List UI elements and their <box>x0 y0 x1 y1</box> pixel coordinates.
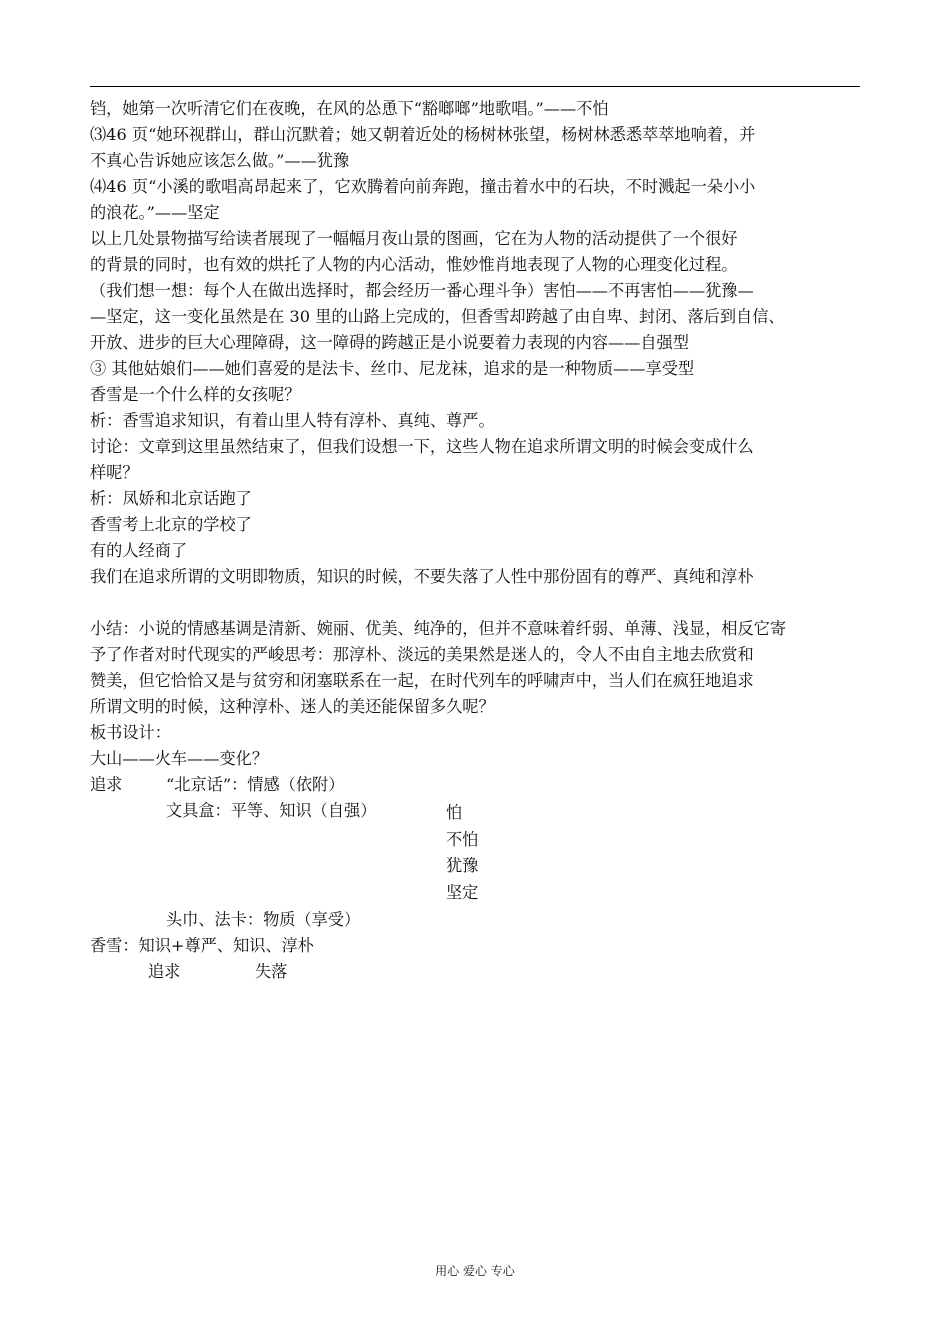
text-line: 以上几处景物描写给读者展现了一幅幅月夜山景的图画，它在为人物的活动提供了一个很好 <box>90 229 738 248</box>
board-jianding: 坚定 <box>446 883 479 902</box>
board-youyu: 犹豫 <box>446 856 479 875</box>
board-bupa: 不怕 <box>446 830 479 849</box>
text-line: —坚定，这一变化虽然是在 30 里的山路上完成的，但香雪却跨越了由自卑、封闭、落后到自信、 <box>90 307 785 326</box>
text-line: 有的人经商了 <box>90 541 188 560</box>
board-zhuiqiu: 追求 <box>90 775 123 794</box>
text-line: ⑷46 页“小溪的歌唱高昂起来了，它欢腾着向前奔跑，撞击着水中的石块，不时溅起一朵小小 <box>90 177 756 196</box>
text-line: 香雪考上北京的学校了 <box>90 515 252 534</box>
page-footer: 用心 爱心 专心 <box>435 1264 515 1278</box>
board-design <box>90 772 865 982</box>
document-body <box>90 96 865 982</box>
text-line: 的背景的同时，也有效的烘托了人物的内心活动，惟妙惟肖地表现了人物的心理变化过程。 <box>90 255 738 274</box>
board-zhuiqiu2: 追求 <box>148 962 181 981</box>
text-line: 不真心告诉她应该怎么做。”——犹豫 <box>90 151 350 170</box>
text-line: 析：香雪追求知识，有着山里人特有淳朴、真纯、尊严。 <box>90 411 495 430</box>
board-title: 大山——火车——变化？ <box>90 749 269 768</box>
board-toujin: 头巾、法卡：物质（享受） <box>166 910 361 929</box>
board-pa: 怕 <box>446 803 463 822</box>
text-line: ⑶46 页“她环视群山，群山沉默着；她又朝着近处的杨树林张望，杨树林悉悉萃萃地响着，并 <box>90 125 756 144</box>
board-beijinghua: “北京话”：情感（依附） <box>166 775 345 794</box>
text-line: 铛，她第一次听清它们在夜晚，在风的怂恿下“豁啷啷”地歌唱。”——不怕 <box>90 99 609 118</box>
summary-line: 小结：小说的情感基调是清新、婉丽、优美、纯净的，但并不意味着纤弱、单薄、浅显，相反它寄 <box>90 619 787 638</box>
board-wenjuhe: 文具盒：平等、知识（自强） <box>166 801 377 820</box>
summary-line: 所谓文明的时候，这种淳朴、迷人的美还能保留多久呢？ <box>90 697 495 716</box>
text-line: 香雪是一个什么样的女孩呢？ <box>90 385 301 404</box>
text-line: 析：凤娇和北京话跑了 <box>90 489 252 508</box>
summary-line: 赞美，但它恰恰又是与贫穷和闭塞联系在一起，在时代列车的呼啸声中，当人们在疯狂地追求 <box>90 671 754 690</box>
text-line: 的浪花。”——坚定 <box>90 203 220 222</box>
text-line: 讨论：文章到这里虽然结束了，但我们设想一下，这些人物在追求所谓文明的时候会变成什么 <box>90 437 754 456</box>
summary-line: 予了作者对时代现实的严峻思考：那淳朴、淡远的美果然是迷人的，令人不由自主地去欣赏和 <box>90 645 754 664</box>
blank-line <box>90 590 865 616</box>
board-heading: 板书设计： <box>90 723 171 742</box>
text-line: （我们想一想：每个人在做出选择时，都会经历一番心理斗争）害怕——不再害怕——犹豫— <box>90 281 754 300</box>
text-line: 开放、进步的巨大心理障碍，这一障碍的跨越正是小说要着力表现的内容——自强型 <box>90 333 689 352</box>
board-shiluo: 失落 <box>255 962 288 981</box>
text-line: 我们在追求所谓的文明即物质，知识的时候，不要失落了人性中那份固有的尊严、真纯和淳朴 <box>90 567 754 586</box>
board-xiangxue: 香雪：知识+尊严、知识、淳朴 <box>90 936 314 955</box>
text-line: 样呢？ <box>90 463 139 482</box>
header-rule <box>90 86 860 87</box>
text-line: ③ 其他姑娘们——她们喜爱的是法卡、丝巾、尼龙袜，追求的是一种物质——享受型 <box>90 359 695 378</box>
